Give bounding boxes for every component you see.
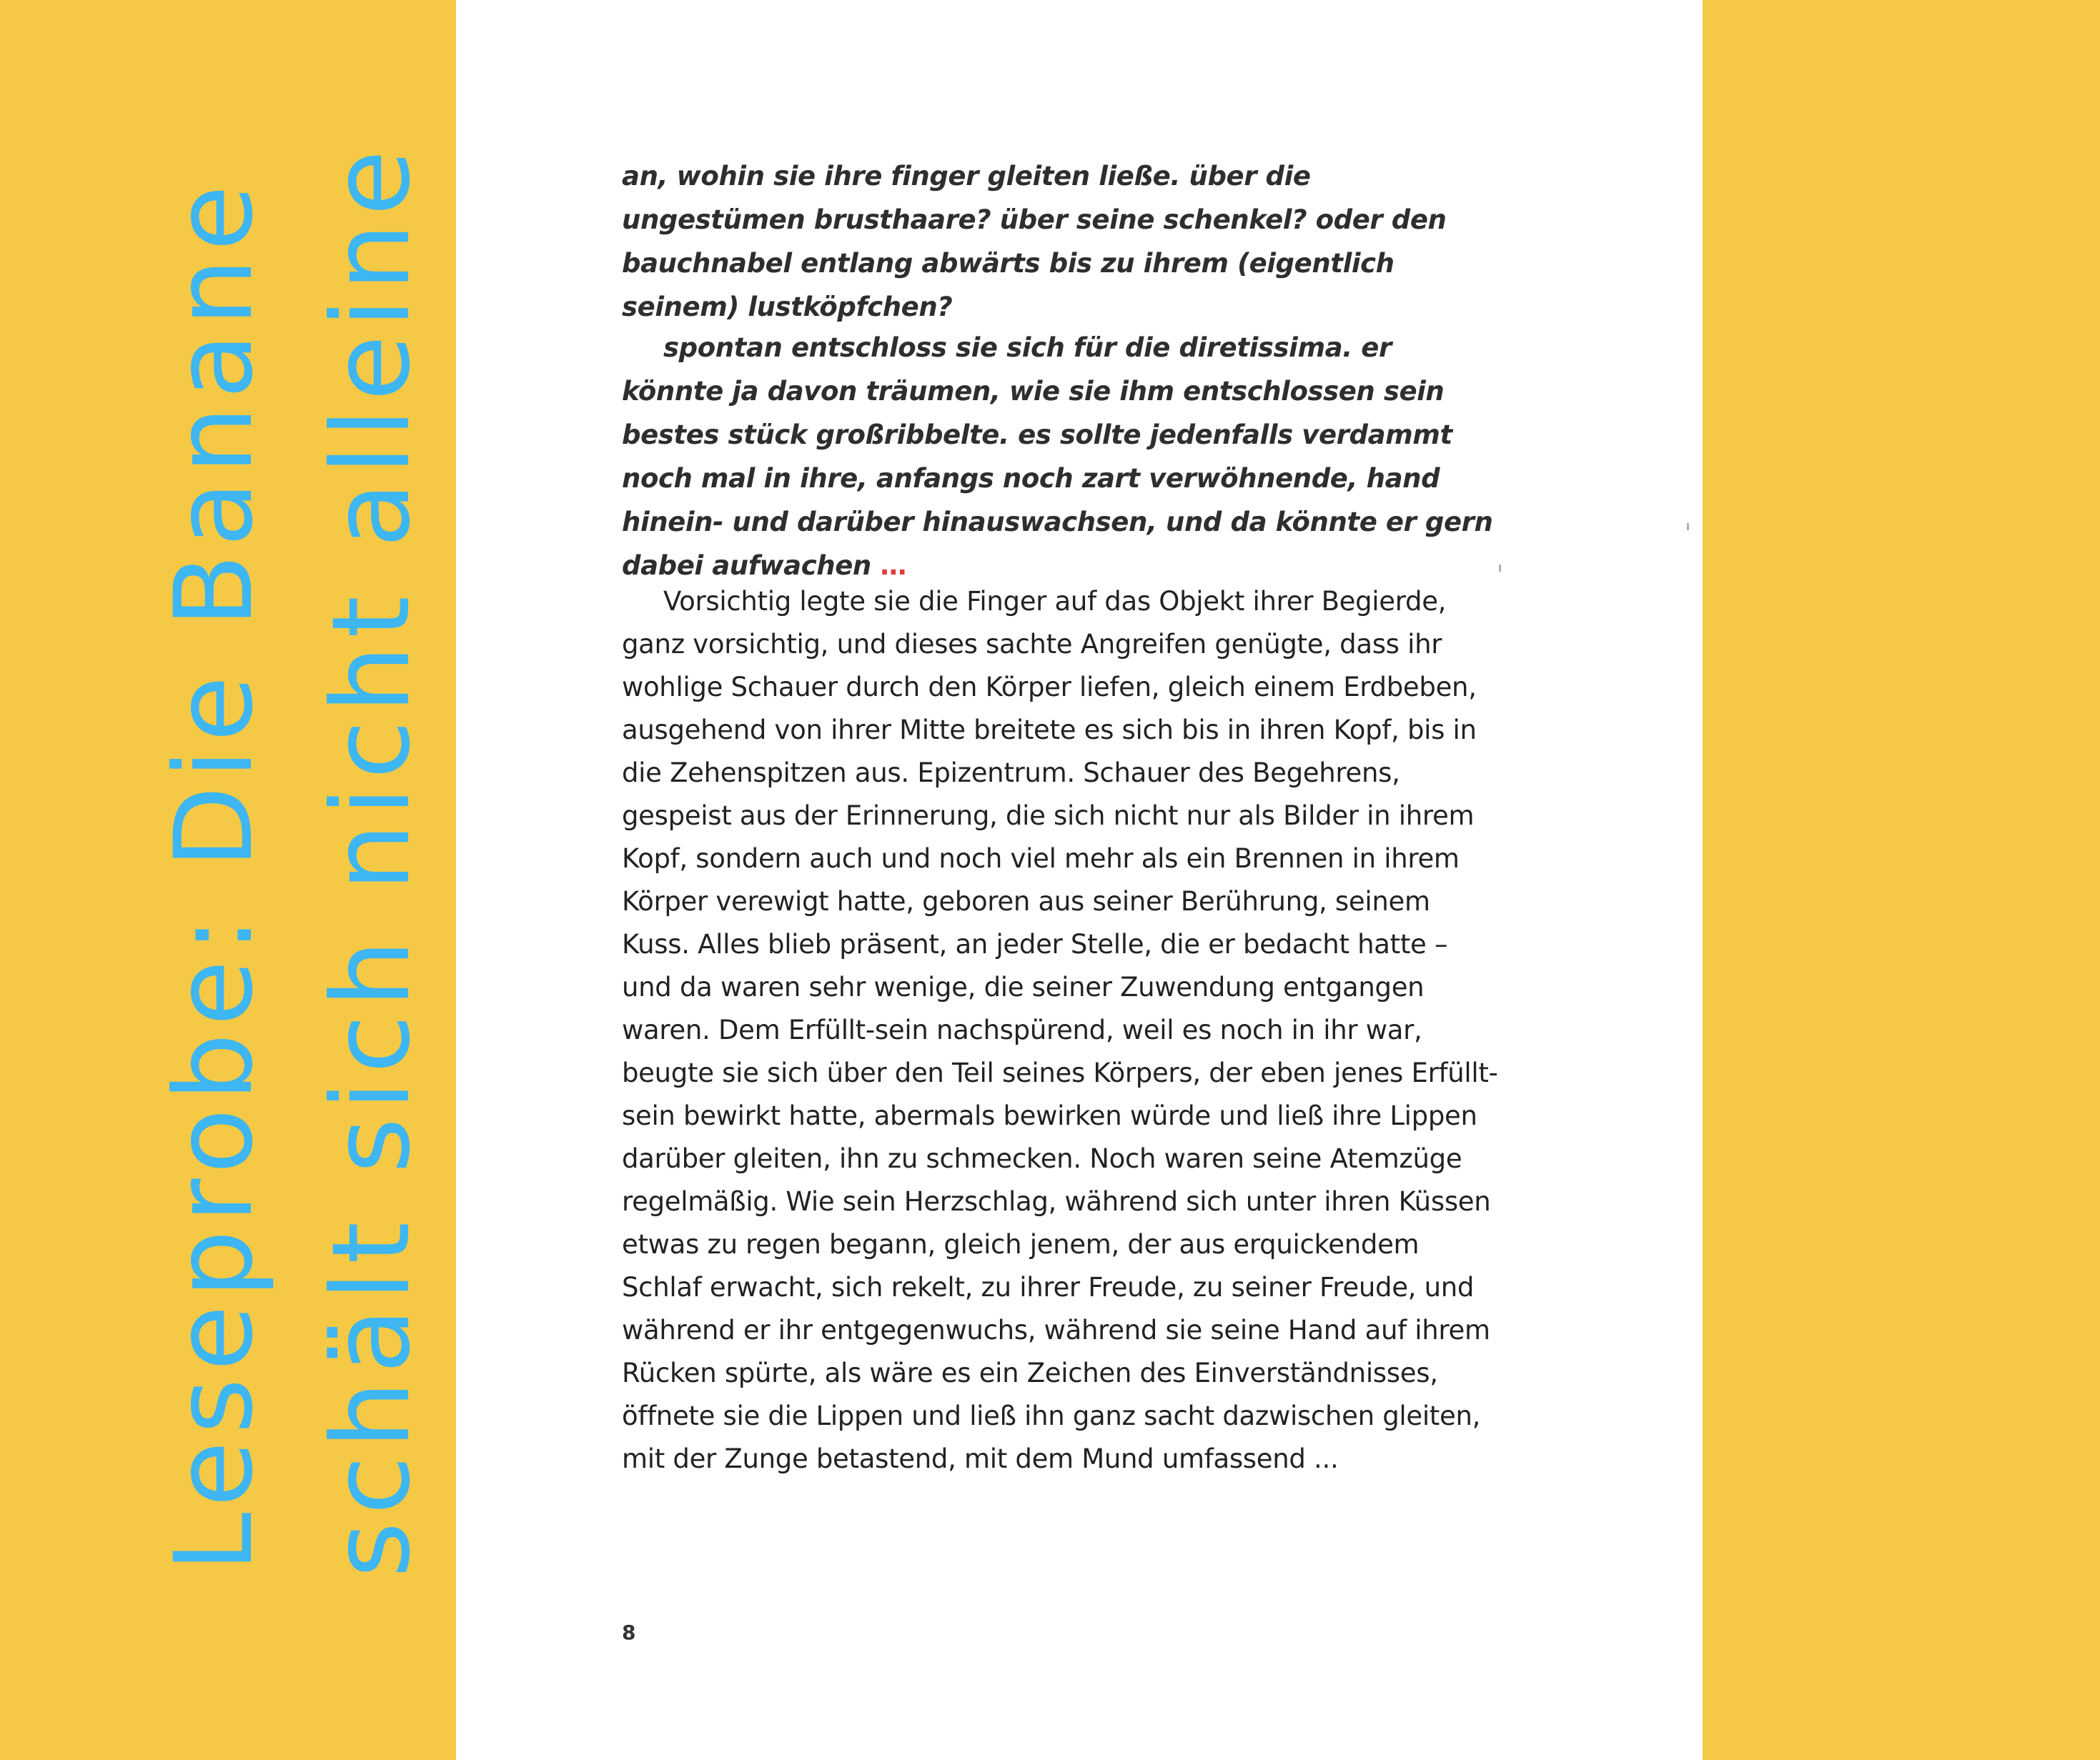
- right-yellow-band: [1703, 0, 2100, 1760]
- banner-title-line-2: schält sich nicht alleine: [309, 142, 434, 1578]
- italic-passage-2: [622, 326, 1501, 587]
- red-ellipsis: …: [880, 550, 906, 581]
- main-passage: [622, 580, 1501, 1481]
- scan-speck: [1687, 523, 1689, 530]
- banner-title-line-1: Leseprobe: Die Banane: [152, 177, 277, 1572]
- page-number: 8: [622, 1621, 636, 1644]
- italic-paragraph-1: an, wohin sie ihre finger gleiten ließe. über die ungestümen brusthaare? über seine schenkel? oder den bauchnabel entlang abwärts bis zu ihrem (eigentlich seinem) lustköpfchen?: [622, 161, 1447, 322]
- scan-speck: [1499, 565, 1501, 572]
- italic-paragraph-2: [622, 326, 1501, 587]
- italic-passage-1: [622, 154, 1501, 329]
- italic-paragraph-2-text: spontan entschloss sie sich für die diretissima. er könnte ja davon träumen, wie sie ihm entschlossen sein bestes stück großribbelte. es sollte jedenfalls verdammt noch mal in ihre, anfangs noch zart verwöhnende, hand hinein- und darüber hinauswachsen, und da könnte er gern dabei aufwachen: [622, 332, 1493, 581]
- main-paragraph: Vorsichtig legte sie die Finger auf das Objekt ihrer Begierde, ganz vorsichtig, und dieses sachte Angreifen genügte, dass ihr wohlige Schauer durch den Körper liefen, gleich einem Erdbeben, ausgehend von ihrer Mitte breitete es sich bis in ihren Kopf, bis in die Zehenspitzen aus. Epizentrum. Schauer des Begehrens, gespeist aus der Erinnerung, die sich nicht nur als Bilder in ihrem Kopf, sondern auch und noch viel mehr als ein Brennen in ihrem Körper verewigt hatte, geboren aus seiner Berührung, seinem Kuss. Alles blieb präsent, an jeder Stelle, die er bedacht hatte – und da waren sehr wenige, die seiner Zuwendung entgangen waren. Dem Erfüllt-sein nachspürend, weil es noch in ihr war, beugte sie sich über den Teil seines Körpers, der eben jenes Erfüllt-sein bewirkt hatte, abermals bewirken würde und ließ ihre Lippen darüber gleiten, ihn zu schmecken. Noch waren seine Atemzüge regelmäßig. Wie sein Herzschlag, während sich unter ihren Küssen etwas zu regen begann, gleich jenem, der aus erquickendem Schlaf erwacht, sich rekelt, zu ihrer Freude, zu seiner Freude, und während er ihr entgegenwuchs, während sie seine Hand auf ihrem Rücken spürte, als wäre es ein Zeichen des Einverständnisses, öffnete sie die Lippen und ließ ihn ganz sacht dazwischen gleiten, mit der Zunge betastend, mit dem Mund umfassend ...: [622, 586, 1498, 1474]
